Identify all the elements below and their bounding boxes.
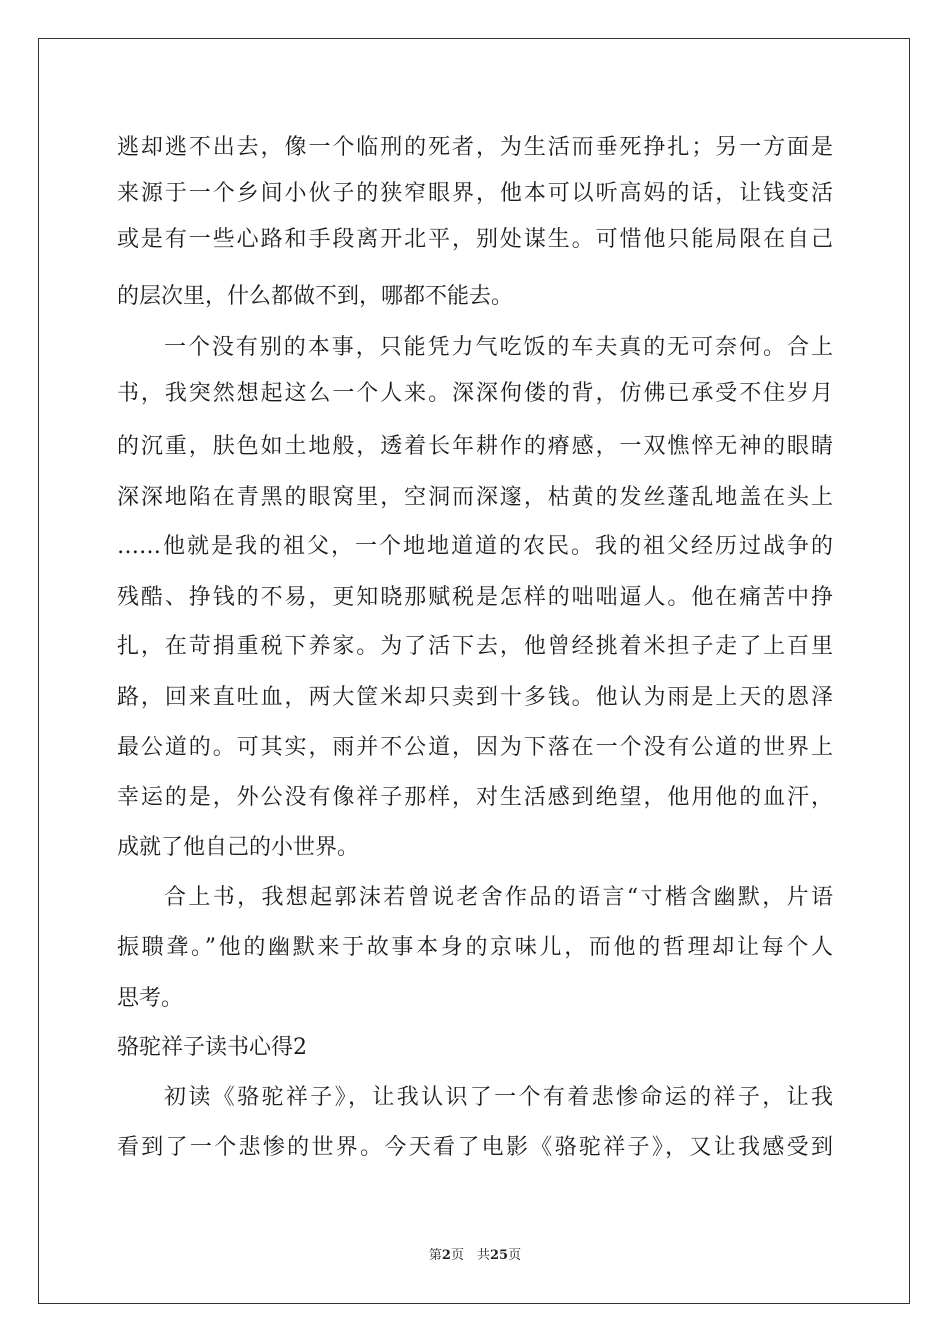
- total-page-count: 25: [489, 1248, 509, 1263]
- text-line: 书，我突然想起这么一个人来。深深佝偻的背，仿佛已承受不住岁月: [117, 381, 833, 406]
- footer-suffix: 页: [508, 1248, 522, 1263]
- text-line: 的沉重，肤色如土地般，透着长年耕作的瘠感，一双憔悴无神的眼睛: [117, 434, 833, 459]
- paragraph-first-line: 一个没有别的本事，只能凭力气吃饭的车夫真的无可奈何。合上: [164, 335, 833, 360]
- text-line: 的层次里，什么都做不到，哪都不能去。: [117, 284, 514, 309]
- section-heading: 骆驼祥子读书心得2: [117, 1035, 307, 1060]
- paragraph-first-line: 初读《骆驼祥子》，让我认识了一个有着悲惨命运的祥子，让我: [164, 1085, 833, 1110]
- current-page-number: 2: [441, 1248, 451, 1263]
- text-line: 路，回来直吐血，两大筐米却只卖到十多钱。他认为雨是上天的恩泽: [117, 685, 833, 710]
- text-line: 成就了他自己的小世界。: [117, 835, 360, 860]
- footer-mid: 页 共: [450, 1248, 490, 1263]
- text-line: 来源于一个乡间小伙子的狭窄眼界，他本可以听高妈的话，让钱变活: [117, 181, 833, 206]
- text-line: 幸运的是，外公没有像祥子那样，对生活感到绝望，他用他的血汗，: [117, 785, 833, 810]
- text-line: 残酷、挣钱的不易，更知晓那赋税是怎样的咄咄逼人。他在痛苦中挣: [117, 585, 833, 610]
- text-line: 逃却逃不出去，像一个临刑的死者，为生活而垂死挣扎；另一方面是: [117, 135, 833, 160]
- paragraph-first-line: 合上书，我想起郭沫若曾说老舍作品的语言“寸楷含幽默，片语: [164, 885, 833, 910]
- text-line: 深深地陷在青黑的眼窝里，空洞而深邃，枯黄的发丝蓬乱地盖在头上: [117, 485, 833, 510]
- text-line: 或是有一些心路和手段离开北平，别处谋生。可惜他只能局限在自己: [117, 227, 833, 252]
- text-line: 看到了一个悲惨的世界。今天看了电影《骆驼祥子》，又让我感受到: [117, 1135, 833, 1160]
- text-line: 振聩聋。”他的幽默来于故事本身的京味儿，而他的哲理却让每个人: [117, 935, 833, 960]
- text-line: ……他就是我的祖父，一个地地道道的农民。我的祖父经历过战争的: [117, 534, 833, 559]
- text-line: 思考。: [117, 986, 184, 1011]
- text-line: 扎，在苛捐重税下养家。为了活下去，他曾经挑着米担子走了上百里: [117, 634, 833, 659]
- page-footer: [0, 1247, 950, 1265]
- text-line: 最公道的。可其实，雨并不公道，因为下落在一个没有公道的世界上: [117, 735, 833, 760]
- footer-prefix: 第: [428, 1248, 442, 1263]
